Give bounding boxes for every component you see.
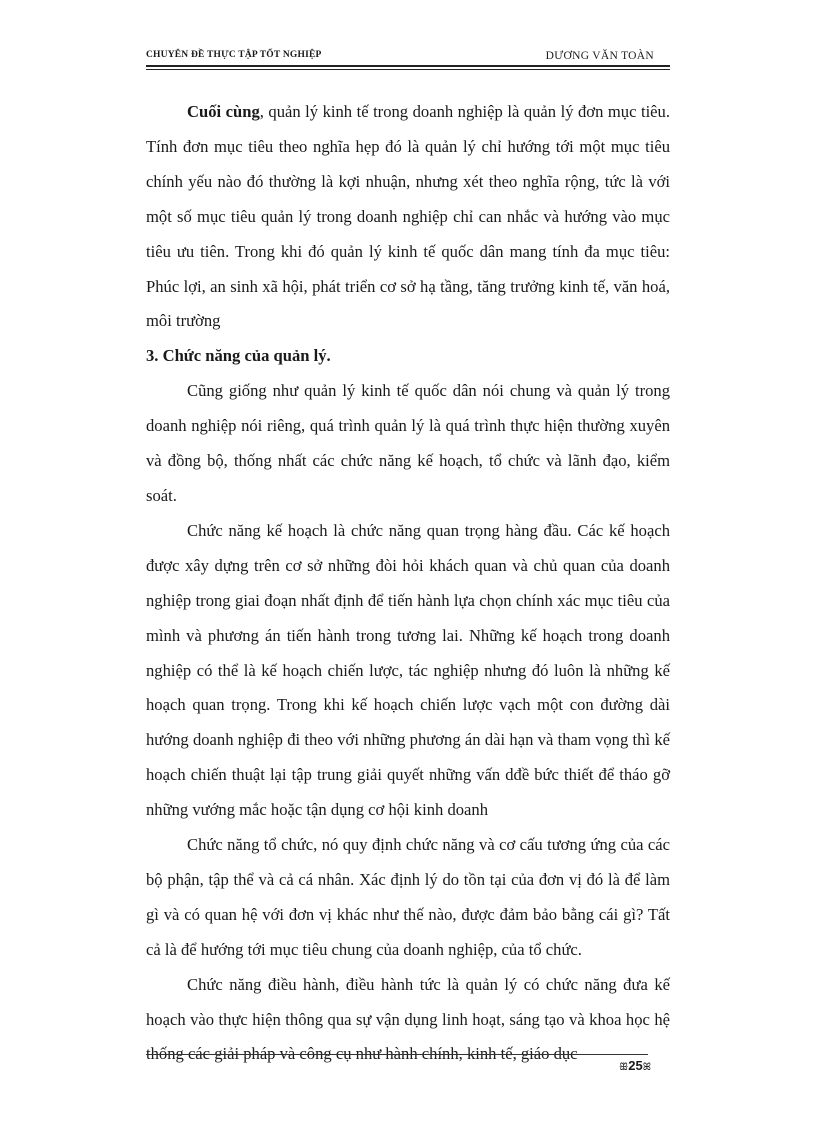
page-number-value: 25: [628, 1058, 643, 1073]
header-author: DƯƠNG VĂN TOÀN: [545, 50, 654, 62]
footer-rule: [146, 1054, 648, 1055]
paragraph-4: Chức năng tổ chức, nó quy định chức năng và cơ cấu tương ứng của các bộ phận, tập thể và cả cá nhân. Xác định lý do tồn tại của đơn vị đó là để làm gì và có quan hệ với đơn vị khác như thế nào, được đảm bảo bằng cái gì? Tất cả là để hướng tới mục tiêu chung của doanh nghiệp, của tổ chức.: [146, 835, 670, 959]
paragraph-3: Chức năng kế hoạch là chức năng quan trọng hàng đầu. Các kế hoạch được xây dựng trên cơ sở những đòi hỏi khách quan và chủ quan của doanh nghiệp trong giai đoạn nhất định để tiến hành lựa chọn chính xác mục tiêu của mình và phương án tiến hành trong tương lai. Những kế hoạch trong doanh nghiệp có thể là kế hoạch chiến lược, tác nghiệp nhưng đó luôn là những kế hoạch quan trọng. Trong khi kế hoạch chiến lược vạch một con đường dài hướng doanh nghiệp đi theo với những phương án dài hạn và tham vọng thì kế hoạch chiến thuật lại tập trung giải quyết những vấn dđề bức thiết để tháo gỡ những vướng mắc hoặc tận dụng cơ hội kinh doanh: [146, 520, 670, 820]
paragraph-2: Cũng giống như quản lý kinh tế quốc dân nói chung và quản lý trong doanh nghiệp nói riêng, quá trình quản lý là quá trình thực hiện thường xuyên và đồng bộ, thống nhất các chức năng kế hoạch, tổ chức và lãnh đạo, kiểm soát.: [146, 381, 670, 505]
header-rule-thin: [146, 69, 670, 70]
paragraph-1-text: , quản lý kinh tế trong doanh nghiệp là quản lý đơn mục tiêu. Tính đơn mục tiêu theo nghĩa hẹp đó là quản lý chỉ hướng tới một mục tiêu chính yếu nào đó thường là kợi nhuận, nhưng xét theo nghĩa rộng, tức là với một số mục tiêu quản lý trong doanh nghiệp chỉ can nhắc và hướng vào mục tiêu ưu tiên. Trong khi đó quản lý kinh tế quốc dân mang tính đa mục tiêu: Phúc lợi, an sinh xã hội, phát triển cơ sở hạ tầng, tăng trưởng kinh tế, văn hoá, môi trường: [146, 102, 670, 331]
paragraph-1-lead: Cuối cùng: [187, 102, 260, 121]
page-number: [619, 1058, 651, 1073]
header-title: CHUYÊN ĐỀ THỰC TẬP TỐT NGHIỆP: [146, 50, 322, 60]
running-header: [146, 50, 668, 66]
paragraph-5: Chức năng điều hành, điều hành tức là quản lý có chức năng đưa kế hoạch vào thực hiện thông qua sự vận dụng linh hoạt, sáng tạo và khoa học hệ thống các giải pháp và công cụ như hành chính, kinh tế, giáo dục: [146, 974, 670, 1064]
header-rule: [146, 65, 670, 67]
section-heading: 3. Chức năng của quản lý.: [146, 346, 331, 366]
ornament-right-icon: ꕤ: [642, 1062, 652, 1073]
paragraph-1: [146, 95, 670, 339]
ornament-left-icon: ꕥ: [619, 1062, 629, 1073]
page-body: [146, 95, 670, 1072]
